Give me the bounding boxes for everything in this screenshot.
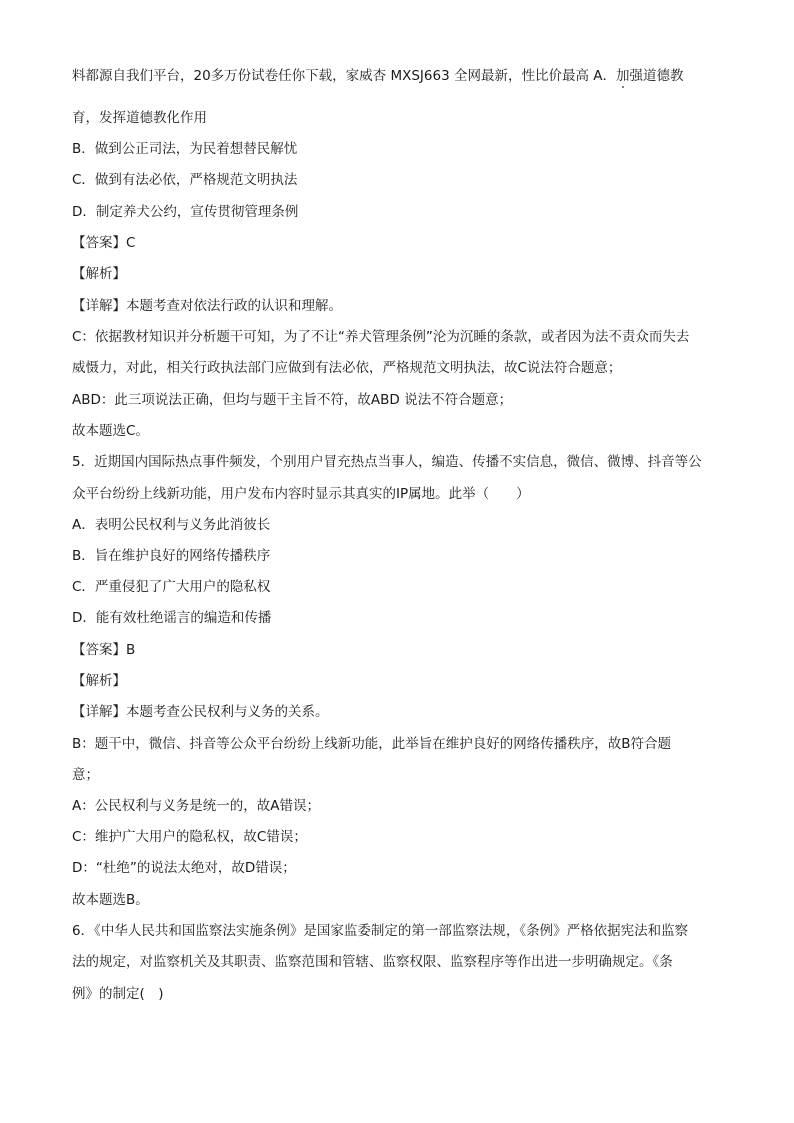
text-line: C：维护广大用户的隐私权，故C错误； <box>72 829 307 845</box>
analysis-label: 【解析】 <box>72 673 126 689</box>
text-line: 故本题选B。 <box>72 892 149 908</box>
text-line: D：“杜绝”的说法太绝对，故D错误； <box>72 860 296 876</box>
text-line: C：依据教材知识并分析题干可知，为了不让“养犬管理条例”沦为沉睡的条款，或者因为法不责众而失去 <box>72 329 690 345</box>
text-line: 育，发挥道德教化作用 <box>72 110 207 126</box>
text-line: 故本题选C。 <box>72 423 149 439</box>
text-line: A：公民权利与义务是统一的，故A错误； <box>72 798 320 814</box>
option-d: D．能有效杜绝谣言的编造和传播 <box>72 610 272 626</box>
option-d: D．制定养犬公约，宣传贯彻管理条例 <box>72 204 299 220</box>
question-5-line: 5．近期国内国际热点事件频发，个别用户冒充热点当事人，编造、传播不实信息，微信、微博、抖音等公 <box>72 454 702 470</box>
option-a: A．表明公民权利与义务此消彼长 <box>72 517 271 533</box>
detail-line: 【详解】本题考查对依法行政的认识和理解。 <box>72 298 342 314</box>
stray-dot <box>622 86 624 88</box>
answer-label: 【答案】C <box>72 235 136 251</box>
detail-line: 【详解】本题考查公民权利与义务的关系。 <box>72 704 329 720</box>
option-b: B．旨在维护良好的网络传播秩序 <box>72 548 271 564</box>
option-c: C．做到有法必依，严格规范文明执法 <box>72 172 298 188</box>
option-c: C．严重侵犯了广大用户的隐私权 <box>72 579 271 595</box>
answer-label: 【答案】B <box>72 642 136 658</box>
question-5-line: 众平台纷纷上线新功能，用户发布内容时显示其真实的IP属地。此举（ ） <box>72 486 530 502</box>
text-line: ABD：此三项说法正确，但均与题干主旨不符，故ABD 说法不符合题意； <box>72 392 513 408</box>
text-line: B：题干中，微信、抖音等公众平台纷纷上线新功能，此举旨在维护良好的网络传播秩序，故B符合题 <box>72 736 672 752</box>
text-line: 料都源自我们平台，20多万份试卷任你下载，家威杏 MXSJ663 全网最新，性比价最高 A．加强道德教 <box>72 68 684 84</box>
option-b: B．做到公正司法，为民着想替民解忧 <box>72 141 298 157</box>
question-6-line: 法的规定，对监察机关及其职责、监察范围和管辖、监察权限、监察程序等作出进一步明确规定。《条 <box>72 954 673 970</box>
question-6-line: 例》的制定( ) <box>72 986 164 1002</box>
text-line: 意； <box>72 767 99 783</box>
question-6-line: 6．《中华人民共和国监察法实施条例》是国家监委制定的第一部监察法规，《条例》严格依据宪法和监察 <box>72 923 689 939</box>
analysis-label: 【解析】 <box>72 266 126 282</box>
text-line: 威慑力，对此，相关行政执法部门应做到有法必依，严格规范文明执法，故C说法符合题意； <box>72 360 622 376</box>
